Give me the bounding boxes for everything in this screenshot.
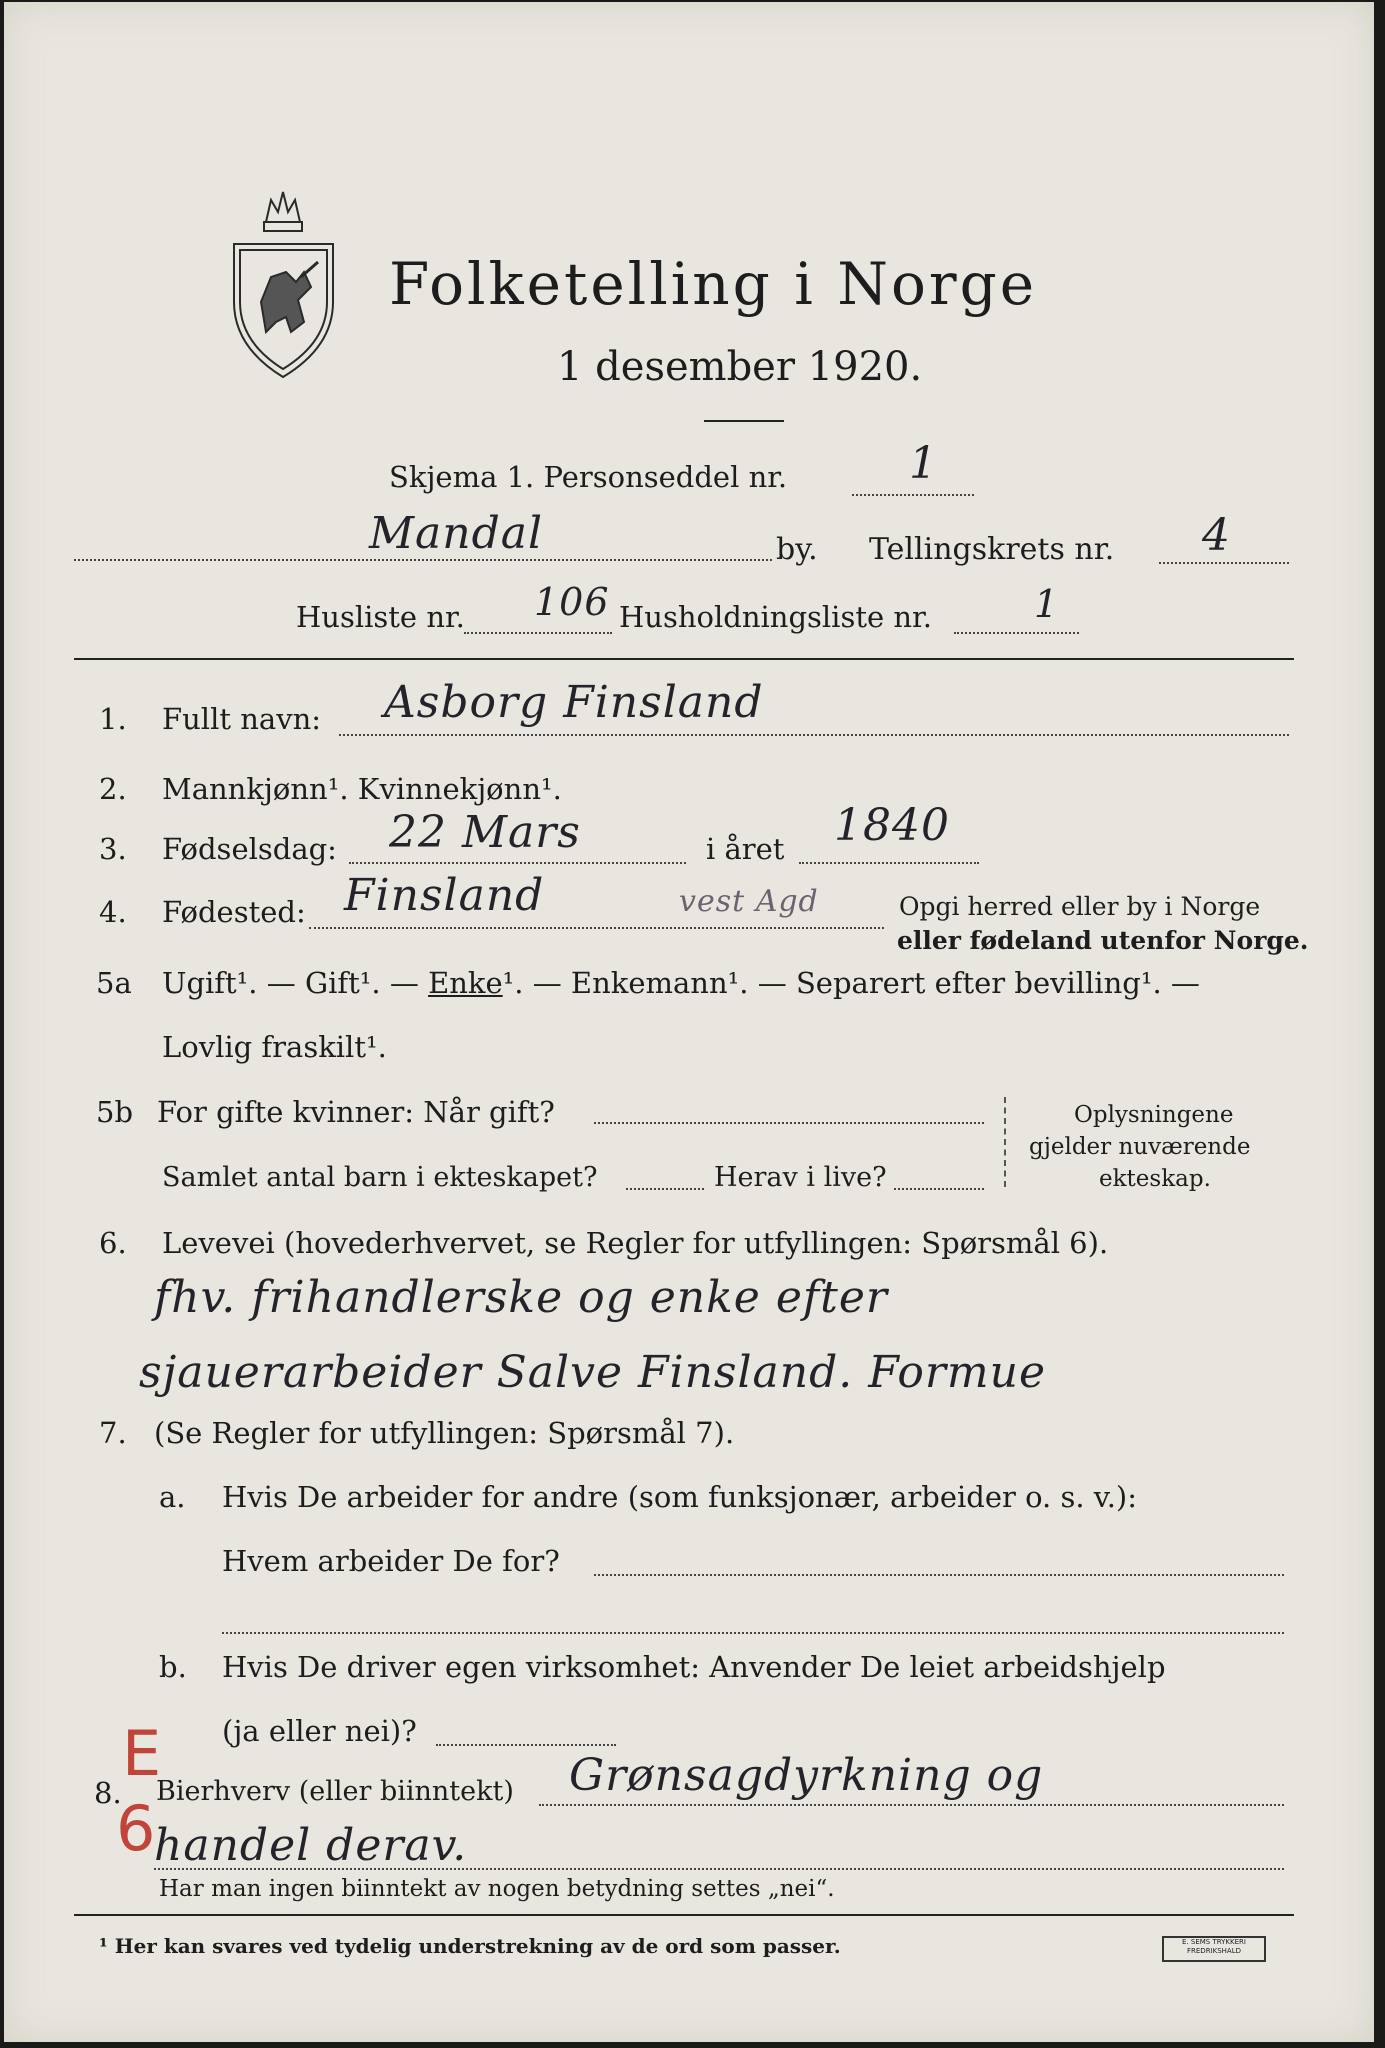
q1-number: 1. <box>99 702 127 736</box>
q1-full-name: Asborg Finsland <box>384 677 764 728</box>
q8-number: 8. <box>94 1776 122 1810</box>
q7a-letter: a. <box>159 1480 186 1514</box>
q5a-enke-underlined: Enke <box>428 966 503 1000</box>
q7b-line1: Hvis De driver egen virksomhet: Anvender De leiet arbeidshjelp <box>222 1650 1166 1684</box>
q4-hint-line1: Opgi herred eller by i Norge <box>899 892 1261 921</box>
q4-birthplace-note: vest Agd <box>679 884 819 919</box>
form-title: Folketelling i Norge <box>389 250 1038 318</box>
q3-number: 3. <box>99 832 127 866</box>
q3-year-label: i året <box>706 832 785 866</box>
husliste-value: 106 <box>534 580 610 624</box>
husliste-label: Husliste nr. <box>296 600 465 634</box>
footnote-divider <box>74 1914 1294 1916</box>
q5b-number: 5b <box>96 1095 134 1129</box>
q3-label: Fødselsdag: <box>162 832 337 866</box>
schema-label: Skjema 1. Personseddel nr. <box>389 460 788 494</box>
q4-birthplace: Finsland <box>344 870 545 921</box>
q3-birth-day: 22 Mars <box>389 807 581 858</box>
printer-stamp: E. SEMS TRYKKERI FREDRIKSHALD <box>1162 1936 1266 1962</box>
census-form-page <box>4 2 1374 2042</box>
section-divider <box>74 658 1294 660</box>
personseddel-value: 1 <box>909 438 938 489</box>
red-margin-mark-e: E <box>122 1717 162 1790</box>
q7-label: (Se Regler for utfyllingen: Spørsmål 7). <box>154 1416 735 1450</box>
q8-side-income-line2: handel derav. <box>154 1820 468 1871</box>
census-date: 1 desember 1920. <box>557 344 923 390</box>
q5a-options-part1: Ugift¹. — Gift¹. — <box>162 966 429 1000</box>
q5a-number: 5a <box>96 966 132 1000</box>
red-margin-mark-6: 6 <box>116 1792 156 1865</box>
q1-label: Fullt navn: <box>162 702 322 736</box>
q7b-letter: b. <box>159 1650 187 1684</box>
q6-occupation-line1: fhv. frihandlerske og enke efter <box>154 1272 888 1323</box>
tellingskrets-value: 4 <box>1202 510 1231 561</box>
q5a-options <box>162 966 1200 1000</box>
q5b-note-line2: gjelder nuværende <box>1029 1134 1251 1160</box>
q6-label: Levevei (hovederhvervet, se Regler for utfyllingen: Spørsmål 6). <box>162 1226 1109 1260</box>
q5b-children-label: Samlet antal barn i ekteskapet? <box>162 1162 598 1193</box>
q7b-hired-help-label: (ja eller nei)? <box>222 1714 417 1748</box>
q3-birth-year: 1840 <box>834 800 950 851</box>
q7-number: 7. <box>99 1416 127 1450</box>
q5b-note-line3: ekteskap. <box>1099 1166 1211 1192</box>
q2-label: Mannkjønn¹. Kvinnekjønn¹. <box>162 772 562 806</box>
q6-occupation-line2: sjauerarbeider Salve Finsland. Formue <box>139 1347 1047 1398</box>
q6-number: 6. <box>99 1226 127 1260</box>
q5a-options-line2: Lovlig fraskilt¹. <box>162 1030 387 1064</box>
q5a-options-part2: ¹. — Enkemann¹. — Separert efter bevilling¹. — <box>502 966 1200 1000</box>
q7a-line1: Hvis De arbeider for andre (som funksjonær, arbeider o. s. v.): <box>222 1480 1138 1514</box>
by-label: by. <box>776 532 818 567</box>
husholdning-value: 1 <box>1034 582 1060 626</box>
q4-number: 4. <box>99 895 127 929</box>
tellingskrets-label: Tellingskrets nr. <box>869 532 1115 567</box>
q8-note: Har man ingen biinntekt av nogen betydning settes „nei“. <box>159 1876 835 1902</box>
coat-of-arms-icon <box>226 182 341 382</box>
q5b-when-married: For gifte kvinner: Når gift? <box>157 1095 555 1129</box>
q5b-note-line1: Oplysningene <box>1074 1102 1234 1128</box>
husholdning-label: Husholdningsliste nr. <box>619 600 932 634</box>
q4-label: Fødested: <box>162 895 306 929</box>
q8-side-income-line1: Grønsagdyrkning og <box>569 1750 1044 1801</box>
place-value: Mandal <box>369 508 544 559</box>
title-divider <box>704 420 784 422</box>
q5b-alive-label: Herav i live? <box>714 1162 887 1193</box>
q8-label: Bierhverv (eller biinntekt) <box>156 1776 514 1807</box>
q4-hint-line2: eller fødeland utenfor Norge. <box>897 926 1309 955</box>
q7a-employer-label: Hvem arbeider De for? <box>222 1544 560 1578</box>
footnote: ¹ Her kan svares ved tydelig understrekning av de ord som passer. <box>99 1934 841 1958</box>
q2-number: 2. <box>99 772 127 806</box>
